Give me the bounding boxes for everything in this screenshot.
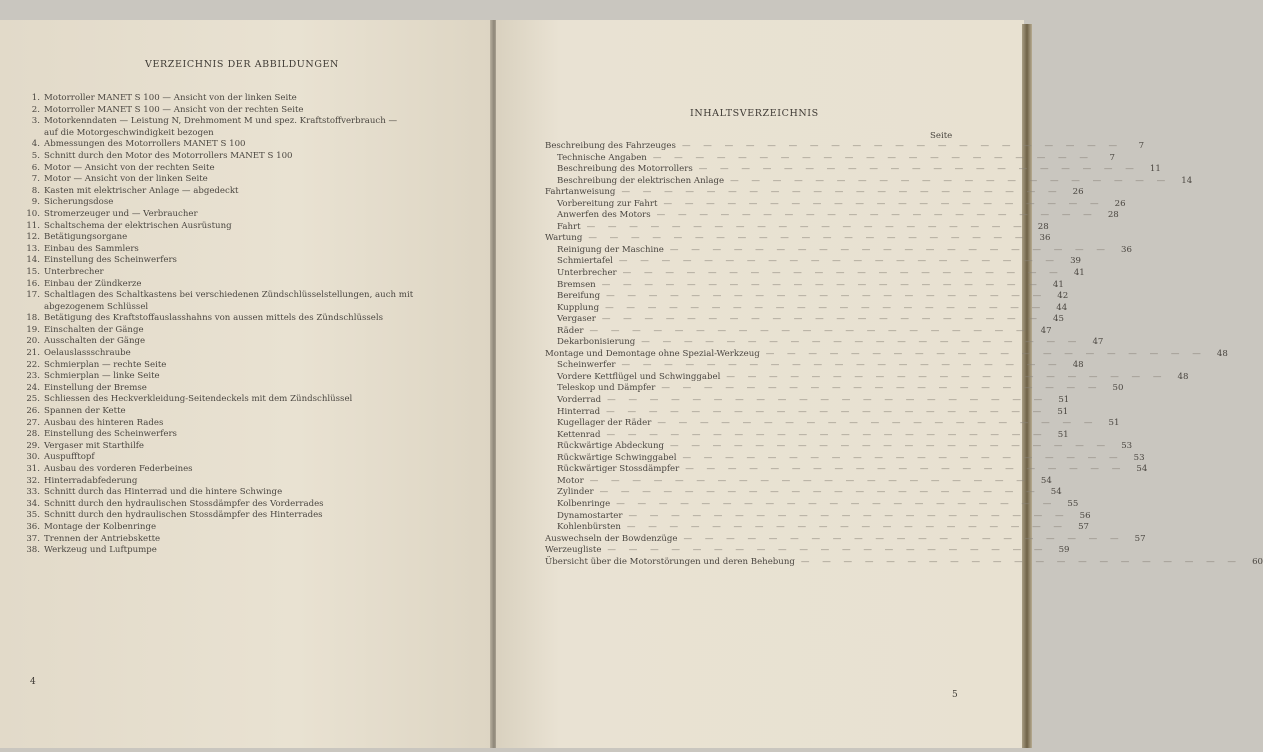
toc-entry-page: 28 xyxy=(1107,210,1119,221)
toc-entry xyxy=(545,152,1115,165)
toc-entry xyxy=(545,348,1228,361)
toc-leader-dashes: — — — — — — — — — — — — — — — — — — — — — xyxy=(661,383,1102,394)
toc-leader-dashes: — — — — — — — — — — — — — — — — — — — — — xyxy=(698,164,1139,175)
figure-list-item xyxy=(22,255,462,267)
toc-leader-dashes: — — — — — — — — — — — — — — — — — — — — — xyxy=(683,533,1124,544)
figure-caption-continued: auf die Motorgeschwindigkeit bezogen xyxy=(44,127,214,138)
toc-entry-page: 54 xyxy=(1136,464,1148,475)
toc-entry xyxy=(545,510,1091,523)
toc-entry xyxy=(545,487,1062,499)
toc-entry-page: 59 xyxy=(1058,545,1070,556)
figure-number: 31. xyxy=(26,464,40,474)
toc-leader-dashes: — — — — — — — — — — — — — — — — — — — — — xyxy=(607,395,1048,406)
figure-number: 25. xyxy=(26,394,40,405)
figure-number: 14. xyxy=(26,255,40,266)
figure-caption: Einbau des Sammlers xyxy=(44,243,139,254)
figure-caption: Schmierplan — linke Seite xyxy=(44,371,160,382)
toc-entry-page: 45 xyxy=(1053,314,1064,325)
figure-number: 12. xyxy=(26,232,40,243)
figure-number: 3. xyxy=(31,116,40,127)
figure-caption: Motorkenndaten — Leistung N, Drehmoment M und spez. Kraftstoffverbrauch — xyxy=(44,116,398,127)
toc-leader-dashes: — — — — — — — — — — — — — — — — — — — — — xyxy=(726,371,1167,382)
toc-entry xyxy=(545,383,1124,395)
toc-entry xyxy=(545,175,1193,188)
toc-entry-page: 36 xyxy=(1121,244,1132,255)
toc-leader-dashes: — — — — — — — — — — — — — — — — — — — — — xyxy=(628,510,1069,521)
figure-number: 4. xyxy=(31,139,40,150)
toc-leader-dashes: — — — — — — — — — — — — — — — — — — — — — xyxy=(621,187,1062,198)
figure-list-item xyxy=(22,336,462,348)
toc-leader-dashes: — — — — — — — — — — — — — — — — — — — — — xyxy=(607,545,1048,556)
toc-entry-title: Rückwärtige Schwinggabel xyxy=(557,452,677,463)
toc-leader-dashes: — — — — — — — — — — — — — — — — — — — — — xyxy=(730,175,1171,186)
toc-entry-page: 47 xyxy=(1040,325,1052,336)
toc-entry-page: 47 xyxy=(1092,337,1104,348)
toc-leader-dashes: — — — — — — — — — — — — — — — — — — — — — xyxy=(589,325,1030,336)
figure-list-item xyxy=(22,290,462,313)
figure-caption: Ausschalten der Gänge xyxy=(44,336,146,347)
figure-list-item xyxy=(22,487,462,499)
figure-number: 35. xyxy=(26,510,40,521)
toc-leader-dashes: — — — — — — — — — — — — — — — — — — — — — xyxy=(670,441,1111,452)
figure-list-item xyxy=(22,360,462,372)
figure-number: 30. xyxy=(26,452,40,463)
toc-leader-dashes: — — — — — — — — — — — — — — — — — — — — — xyxy=(616,498,1057,509)
toc-entry xyxy=(545,302,1068,315)
figure-list-item xyxy=(22,406,462,418)
toc-entry-title: Kugellager der Räder xyxy=(557,418,652,429)
toc-entry-page: 56 xyxy=(1079,510,1091,521)
toc-entry-title: Fahrtanweisung xyxy=(545,187,616,198)
figure-number: 37. xyxy=(26,533,40,544)
figure-caption: Hinterradabfederung xyxy=(44,475,138,486)
toc-entry-title: Schmiertafel xyxy=(557,256,613,267)
toc-entry-title: Montage und Demontage ohne Spezial-Werkzeug xyxy=(545,348,760,359)
toc-leader-dashes: — — — — — — — — — — — — — — — — — — — — — xyxy=(586,221,1027,232)
toc-entry xyxy=(545,464,1148,476)
figure-number: 26. xyxy=(26,406,40,417)
toc-entry-title: Kolbenringe xyxy=(557,498,611,509)
toc-entry xyxy=(545,498,1079,511)
figure-number: 17. xyxy=(26,290,40,301)
toc-entry-page: 36 xyxy=(1039,233,1051,244)
figure-caption: Unterbrecher xyxy=(44,266,104,277)
toc-entry xyxy=(545,533,1146,546)
toc-entry-title: Übersicht über die Motorstörungen und deren Behebung xyxy=(545,556,795,567)
figure-caption: Trennen der Antriebskette xyxy=(44,533,161,544)
figure-list-item xyxy=(22,209,462,221)
figure-caption: Schnitt durch das Hinterrad und die hintere Schwinge xyxy=(44,487,283,498)
toc-entry-page: 48 xyxy=(1177,371,1189,382)
figure-list-item xyxy=(22,244,462,256)
toc-entry-title: Vergaser xyxy=(557,314,596,325)
toc-entry xyxy=(545,164,1161,176)
toc-entry-title: Dekarbonisierung xyxy=(557,337,636,348)
toc-entry xyxy=(545,314,1064,326)
toc-entry-page: 57 xyxy=(1134,533,1146,544)
toc-leader-dashes: — — — — — — — — — — — — — — — — — — — — — xyxy=(682,452,1123,463)
toc-page-column-label: Seite xyxy=(930,131,953,141)
figure-caption: Einstellung der Bremse xyxy=(44,382,147,393)
table-of-contents xyxy=(545,141,1263,568)
toc-leader-dashes: — — — — — — — — — — — — — — — — — — — — — xyxy=(605,302,1046,313)
toc-heading: INHALTSVERZEICHNIS xyxy=(690,108,819,119)
toc-entry xyxy=(545,429,1069,442)
figure-number: 19. xyxy=(26,324,40,335)
toc-entry-page: 7 xyxy=(1138,141,1145,151)
toc-entry-title: Reinigung der Maschine xyxy=(557,244,664,255)
toc-entry-page: 41 xyxy=(1052,279,1064,290)
toc-entry-page: 48 xyxy=(1072,360,1084,371)
toc-entry-page: 44 xyxy=(1056,302,1068,313)
figure-number: 29. xyxy=(26,440,40,451)
toc-leader-dashes: — — — — — — — — — — — — — — — — — — — — — xyxy=(618,256,1060,267)
figure-caption: Vergaser mit Starthilfe xyxy=(44,440,144,451)
toc-entry-page: 51 xyxy=(1057,406,1069,417)
toc-entry-title: Anwerfen des Motors xyxy=(557,210,651,221)
toc-entry xyxy=(545,545,1070,557)
figure-number: 36. xyxy=(26,521,40,532)
figure-list-item xyxy=(22,545,462,557)
toc-entry-title: Dynamostarter xyxy=(557,510,623,521)
figure-number: 2. xyxy=(31,104,40,115)
toc-entry xyxy=(545,221,1049,234)
toc-entry-title: Hinterrad xyxy=(557,406,601,417)
toc-entry-title: Bremsen xyxy=(557,279,596,290)
toc-entry xyxy=(545,371,1189,384)
toc-entry-title: Scheinwerfer xyxy=(557,360,616,371)
figure-number: 5. xyxy=(31,150,40,161)
toc-leader-dashes: — — — — — — — — — — — — — — — — — — — — — xyxy=(621,360,1062,371)
toc-entry xyxy=(545,418,1120,430)
toc-entry-page: 26 xyxy=(1114,198,1126,209)
toc-entry-page: 51 xyxy=(1057,429,1069,440)
figure-list-item xyxy=(22,151,462,163)
figure-number: 21. xyxy=(26,348,40,359)
figure-list-item xyxy=(22,464,462,476)
figure-number: 6. xyxy=(31,162,40,173)
figure-list-item xyxy=(22,313,462,325)
toc-entry-title: Fahrt xyxy=(557,221,581,232)
toc-entry xyxy=(545,233,1051,245)
figure-caption: Kasten mit elektrischer Anlage — abgedeckt xyxy=(44,185,239,196)
left-page-number: 4 xyxy=(30,677,36,687)
figure-list-item xyxy=(22,348,462,360)
figures-heading: VERZEICHNIS DER ABBILDUNGEN xyxy=(145,59,339,70)
figure-caption: Motorroller MANET S 100 — Ansicht von der linken Seite xyxy=(44,93,297,103)
toc-entry-page: 11 xyxy=(1149,164,1161,175)
toc-entry-page: 42 xyxy=(1057,291,1069,302)
figure-list-item xyxy=(22,499,462,511)
toc-leader-dashes: — — — — — — — — — — — — — — — — — — — — — xyxy=(765,348,1206,359)
figure-caption: Auspufftopf xyxy=(44,452,95,463)
figure-list-item xyxy=(22,116,462,139)
figure-list-item xyxy=(22,232,462,244)
toc-entry-title: Kettenrad xyxy=(557,429,601,440)
figure-number: 8. xyxy=(31,185,40,196)
figure-list-item xyxy=(22,418,462,430)
toc-entry xyxy=(545,556,1263,569)
figure-number: 32. xyxy=(26,475,40,486)
figure-list-item xyxy=(22,476,462,488)
toc-entry-title: Beschreibung des Motorrollers xyxy=(557,164,693,175)
figure-caption: Motor — Ansicht von der rechten Seite xyxy=(44,162,215,173)
toc-entry-title: Wartung xyxy=(545,233,583,244)
toc-entry-page: 7 xyxy=(1109,152,1115,163)
toc-entry xyxy=(545,268,1085,280)
right-page-number: 5 xyxy=(952,690,958,700)
toc-leader-dashes: — — — — — — — — — — — — — — — — — — — — — xyxy=(588,233,1029,244)
toc-leader-dashes: — — — — — — — — — — — — — — — — — — — — — xyxy=(599,487,1040,498)
toc-entry-title: Motor xyxy=(557,475,584,486)
figure-caption: Schnitt durch den hydraulischen Stossdämpfer des Vorderrades xyxy=(44,498,324,509)
toc-entry xyxy=(545,475,1052,488)
toc-entry xyxy=(545,141,1145,153)
figure-caption: Einbau der Zündkerze xyxy=(44,278,142,289)
figure-number: 9. xyxy=(31,197,40,208)
toc-entry xyxy=(545,337,1104,349)
toc-entry-page: 26 xyxy=(1072,187,1084,198)
figure-caption: Motor — Ansicht von der linken Seite xyxy=(44,174,208,185)
toc-entry xyxy=(545,256,1082,268)
figure-number: 7. xyxy=(31,174,40,185)
figure-caption: Werkzeug und Luftpumpe xyxy=(44,545,157,556)
toc-leader-dashes: — — — — — — — — — — — — — — — — — — — — — xyxy=(669,244,1110,255)
figure-caption: Ausbau des vorderen Federbeines xyxy=(44,464,193,474)
toc-entry-page: 53 xyxy=(1133,452,1145,463)
toc-leader-dashes: — — — — — — — — — — — — — — — — — — — — — xyxy=(652,152,1093,163)
toc-entry-title: Vordere Kettflügel und Schwinggabel xyxy=(557,371,721,382)
toc-leader-dashes: — — — — — — — — — — — — — — — — — — — — — xyxy=(606,429,1047,440)
toc-entry xyxy=(545,279,1064,292)
figure-caption: Betätigung des Kraftstoffauslasshahns von aussen mittels des Zündschlüssels xyxy=(44,313,384,324)
toc-entry xyxy=(545,522,1090,534)
toc-entry-page: 54 xyxy=(1050,487,1062,498)
toc-leader-dashes: — — — — — — — — — — — — — — — — — — — — — xyxy=(663,198,1104,209)
figure-caption: Einschalten der Gänge xyxy=(44,324,144,335)
toc-entry-title: Vorbereitung zur Fahrt xyxy=(557,198,658,209)
figure-list-item xyxy=(22,186,462,198)
toc-leader-dashes: — — — — — — — — — — — — — — — — — — — — — xyxy=(681,141,1123,151)
toc-entry-page: 53 xyxy=(1121,441,1133,452)
figure-list-item xyxy=(22,221,462,233)
figure-caption: Spannen der Kette xyxy=(44,406,126,417)
toc-entry-page: 48 xyxy=(1216,348,1228,359)
toc-leader-dashes: — — — — — — — — — — — — — — — — — — — — — xyxy=(656,210,1097,221)
figure-number: 38. xyxy=(26,545,40,556)
figure-caption: Betätigungsorgane xyxy=(44,232,128,243)
toc-entry-page: 51 xyxy=(1058,395,1070,406)
toc-entry xyxy=(545,187,1084,199)
figure-caption: Montage der Kolbenringe xyxy=(44,521,157,532)
toc-leader-dashes: — — — — — — — — — — — — — — — — — — — — — xyxy=(657,418,1098,429)
figure-list-item xyxy=(22,197,462,209)
figure-number: 23. xyxy=(26,371,40,382)
toc-leader-dashes: — — — — — — — — — — — — — — — — — — — — — xyxy=(626,522,1068,533)
toc-entry-title: Vorderrad xyxy=(557,395,602,406)
toc-entry xyxy=(545,325,1052,338)
toc-entry-title: Unterbrecher xyxy=(557,268,617,279)
toc-entry-title: Rückwärtiger Stossdämpfer xyxy=(557,464,680,475)
figure-number: 16. xyxy=(26,278,40,289)
figure-list-item xyxy=(22,429,462,441)
figure-number: 15. xyxy=(26,266,40,277)
toc-entry-page: 60 xyxy=(1252,556,1263,567)
toc-leader-dashes: — — — — — — — — — — — — — — — — — — — — — xyxy=(606,291,1047,302)
figure-list-item xyxy=(22,139,462,151)
figure-number: 34. xyxy=(26,498,40,509)
toc-entry-title: Teleskop und Dämpfer xyxy=(557,383,656,394)
figure-list-item xyxy=(22,394,462,406)
figure-list-item xyxy=(22,174,462,186)
figure-number: 1. xyxy=(31,93,40,103)
toc-entry xyxy=(545,441,1133,453)
figure-list-item xyxy=(22,105,462,117)
toc-entry-page: 57 xyxy=(1078,522,1090,533)
toc-entry xyxy=(545,198,1126,211)
toc-entry-page: 39 xyxy=(1070,256,1082,267)
figure-caption-continued: abgezogenem Schlüssel xyxy=(44,301,149,312)
toc-entry-title: Bereifung xyxy=(557,291,601,302)
figure-list-item xyxy=(22,452,462,464)
toc-leader-dashes: — — — — — — — — — — — — — — — — — — — — — xyxy=(601,279,1042,290)
toc-entry xyxy=(545,244,1132,257)
figure-caption: Schmierplan — rechte Seite xyxy=(44,359,167,370)
toc-leader-dashes: — — — — — — — — — — — — — — — — — — — — — xyxy=(589,475,1030,486)
toc-entry-title: Werzeugliste xyxy=(545,545,602,556)
figure-caption: Schaltlagen des Schaltkastens bei verschiedenen Zündschlüsselstellungen, auch mit xyxy=(44,290,414,301)
toc-entry-page: 54 xyxy=(1040,475,1052,486)
figure-number: 20. xyxy=(26,336,40,347)
figure-caption: Motorroller MANET S 100 — Ansicht von der rechten Seite xyxy=(44,104,304,115)
figure-list-item xyxy=(22,534,462,546)
toc-entry xyxy=(545,395,1070,407)
figure-number: 33. xyxy=(26,487,40,498)
toc-leader-dashes: — — — — — — — — — — — — — — — — — — — — — xyxy=(641,337,1082,348)
toc-leader-dashes: — — — — — — — — — — — — — — — — — — — — — xyxy=(606,406,1047,417)
toc-entry-title: Rückwärtige Abdeckung xyxy=(557,441,665,452)
figure-number: 18. xyxy=(26,313,40,324)
figure-caption: Einstellung des Scheinwerfers xyxy=(44,255,177,266)
figure-list-item xyxy=(22,279,462,291)
figure-list-item xyxy=(22,93,462,105)
toc-entry-title: Auswechseln der Bowdenzüge xyxy=(545,533,678,544)
toc-entry-page: 51 xyxy=(1108,418,1120,429)
toc-entry-title: Beschreibung der elektrischen Anlage xyxy=(557,175,725,186)
toc-entry-page: 14 xyxy=(1181,175,1193,186)
toc-entry xyxy=(545,452,1145,465)
toc-leader-dashes: — — — — — — — — — — — — — — — — — — — — — xyxy=(622,268,1063,279)
toc-leader-dashes: — — — — — — — — — — — — — — — — — — — — — xyxy=(685,464,1126,475)
toc-entry-page: 55 xyxy=(1067,498,1079,509)
toc-entry-title: Beschreibung des Fahrzeuges xyxy=(545,141,676,151)
figure-caption: Schnitt durch den hydraulischen Stossdämpfer des Hinterrades xyxy=(44,510,323,521)
figure-number: 27. xyxy=(26,417,40,428)
toc-entry xyxy=(545,210,1119,222)
figure-number: 13. xyxy=(26,243,40,254)
figure-list-item xyxy=(22,383,462,395)
figure-list-item xyxy=(22,267,462,279)
toc-entry-title: Räder xyxy=(557,325,584,336)
figure-list-item xyxy=(22,371,462,383)
figure-number: 11. xyxy=(26,220,40,231)
figure-list-item xyxy=(22,441,462,453)
toc-entry-title: Technische Angaben xyxy=(557,152,647,163)
figure-caption: Stromerzeuger und — Verbraucher xyxy=(44,208,198,219)
toc-entry-title: Kohlenbürsten xyxy=(557,522,621,533)
toc-leader-dashes: — — — — — — — — — — — — — — — — — — — — — xyxy=(601,314,1042,325)
figure-caption: Abmessungen des Motorrollers MANET S 100 xyxy=(44,139,246,150)
figure-caption: Schaltschema der elektrischen Ausrüstung xyxy=(44,220,232,231)
toc-entry-page: 28 xyxy=(1037,221,1049,232)
figure-number: 24. xyxy=(26,382,40,393)
figure-number: 22. xyxy=(26,359,40,370)
figure-caption: Schnitt durch den Motor des Motorrollers MANET S 100 xyxy=(44,150,293,161)
figure-caption: Sicherungsdose xyxy=(44,197,114,208)
toc-entry-page: 41 xyxy=(1073,268,1085,279)
figure-list-item xyxy=(22,522,462,534)
figure-caption: Ausbau des hinteren Rades xyxy=(44,417,164,428)
toc-entry xyxy=(545,291,1069,303)
figures-list xyxy=(22,93,462,557)
toc-entry-title: Zylinder xyxy=(557,487,594,498)
toc-entry-page: 50 xyxy=(1112,383,1124,394)
figure-number: 10. xyxy=(26,208,40,219)
toc-entry xyxy=(545,406,1069,419)
figure-list-item xyxy=(22,163,462,175)
figure-list-item xyxy=(22,510,462,522)
figure-list-item xyxy=(22,325,462,337)
figure-caption: Schliessen des Heckverkleidung-Seitendeckels mit dem Zündschlüssel xyxy=(44,394,353,405)
figure-caption: Oelauslassschraube xyxy=(44,348,131,359)
toc-leader-dashes: — — — — — — — — — — — — — — — — — — — — — xyxy=(800,556,1241,567)
figure-caption: Einstellung des Scheinwerfers xyxy=(44,429,177,440)
toc-entry-title: Kupplung xyxy=(557,302,600,313)
toc-entry xyxy=(545,360,1084,372)
figure-number: 28. xyxy=(26,429,40,440)
